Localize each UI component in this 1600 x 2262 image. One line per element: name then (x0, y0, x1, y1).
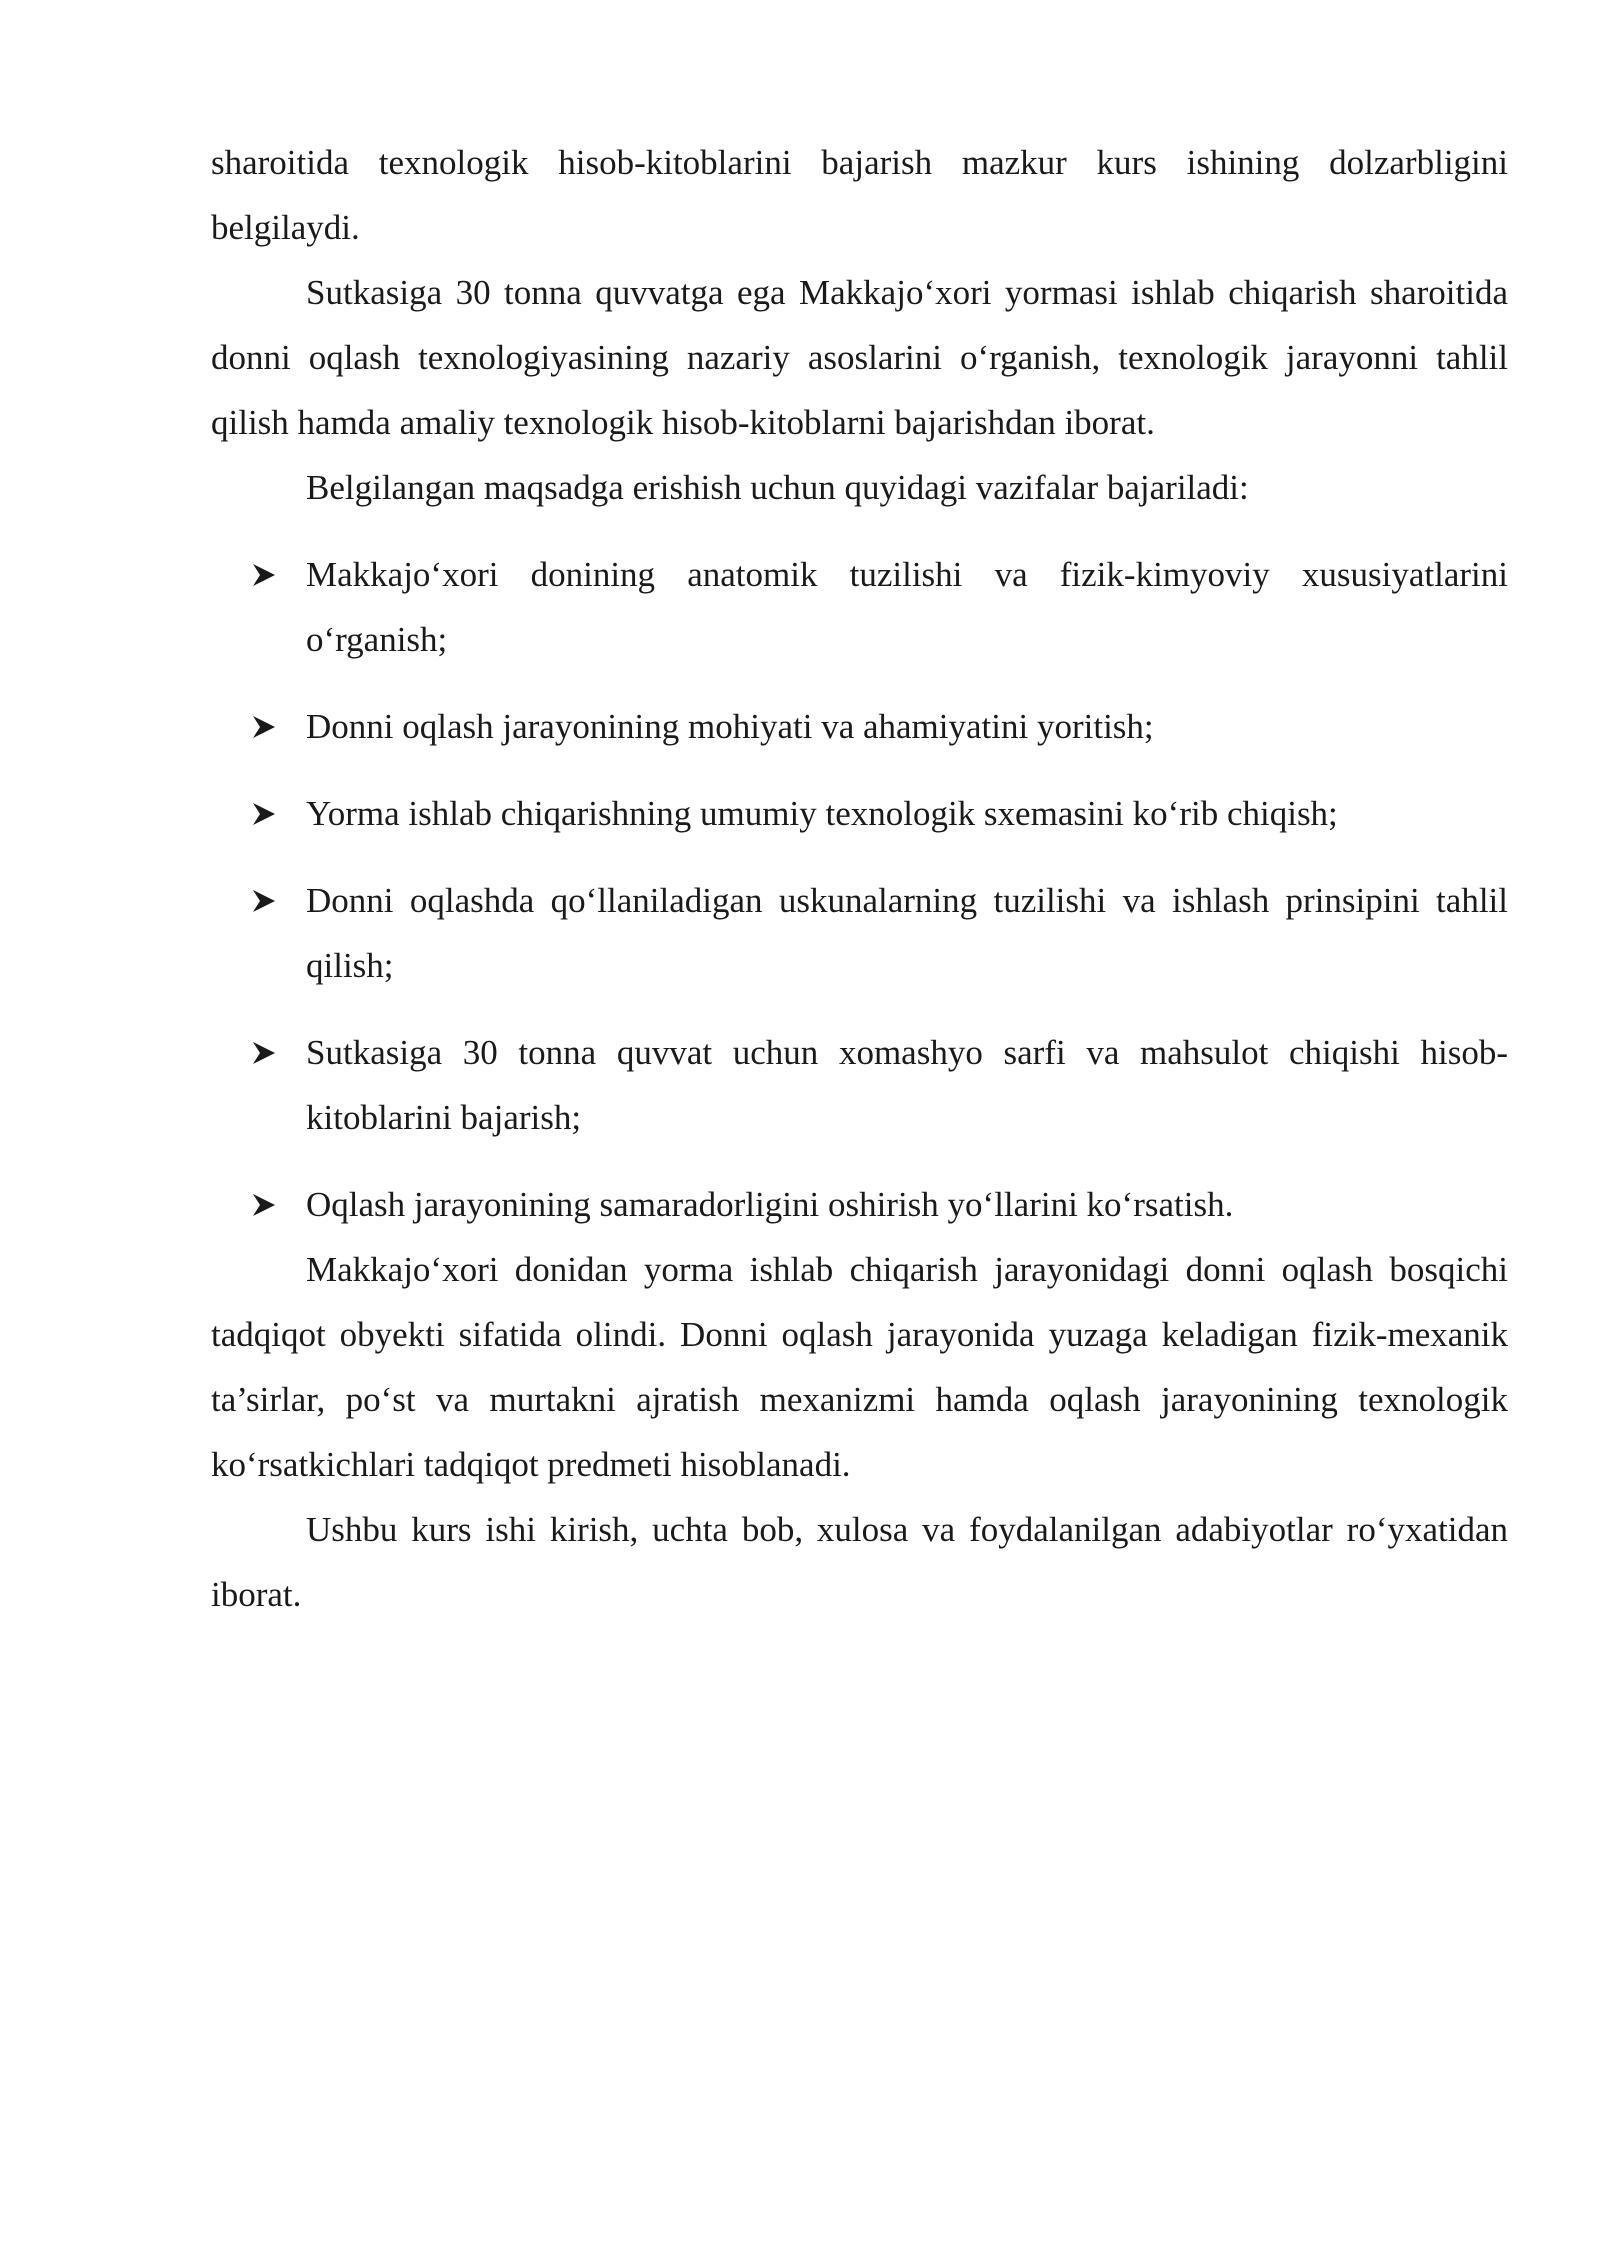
list-item-text: Makkajo‘xori donining anatomik tuzilishi va fizik-kimyoviy xususiyatlarini o‘rganish; (306, 555, 1508, 659)
list-item (211, 868, 1508, 998)
goal-paragraph: Sutkasiga 30 tonna quvvatga ega Makkajo‘xori yormasi ishlab chiqarish sharoitida donni oqlash texnologiyasining nazariy asoslarini o‘rganish, texnologik jarayonni tahlil qilish hamda amaliy texnologik hisob-kitoblarni bajarishdan iborat. (211, 273, 1508, 442)
arrowhead-bullet-icon (251, 781, 281, 846)
list-item-text: Sutkasiga 30 tonna quvvat uchun xomashyo sarfi va mahsulot chiqishi hisob-kitoblarini bajarish; (306, 1033, 1508, 1137)
list-item-text: Yorma ishlab chiqarishning umumiy texnologik sxemasini ko‘rib chiqish; (306, 794, 1338, 833)
list-item-text: Donni oqlash jarayonining mohiyati va ahamiyatini yoritish; (306, 707, 1154, 746)
arrowhead-bullet-icon (251, 868, 281, 933)
tasks-list (211, 542, 1508, 1237)
list-item (211, 1020, 1508, 1150)
list-item-text: Donni oqlashda qo‘llaniladigan uskunalarning tuzilishi va ishlash prinsipini tahlil qilish; (306, 881, 1508, 985)
structure-paragraph: Ushbu kurs ishi kirish, uchta bob, xulosa va foydalanilgan adabiyotlar ro‘yxatidan iborat. (211, 1510, 1508, 1614)
arrowhead-bullet-icon (251, 542, 281, 607)
research-object-paragraph: Makkajo‘xori donidan yorma ishlab chiqarish jarayonidagi donni oqlash bosqichi tadqiqot obyekti sifatida olindi. Donni oqlash jarayonida yuzaga keladigan fizik-mexanik ta’sirlar, po‘st va murtakni ajratish mexanizmi hamda oqlash jarayonining texnologik ko‘rsatkichlari tadqiqot predmeti hisoblanadi. (211, 1250, 1508, 1484)
list-item (211, 542, 1508, 672)
arrowhead-bullet-icon (251, 1020, 281, 1085)
list-item (211, 781, 1508, 846)
arrowhead-bullet-icon (251, 1172, 281, 1237)
intro-paragraph: sharoitida texnologik hisob-kitoblarini bajarish mazkur kurs ishining dolzarbligini belgilaydi. (211, 143, 1508, 247)
document-page (211, 130, 1508, 1627)
list-item (211, 694, 1508, 759)
list-item (211, 1172, 1508, 1237)
arrowhead-bullet-icon (251, 694, 281, 759)
list-item-text: Oqlash jarayonining samaradorligini oshirish yo‘llarini ko‘rsatish. (306, 1185, 1234, 1224)
tasks-intro-paragraph: Belgilangan maqsadga erishish uchun quyidagi vazifalar bajariladi: (306, 468, 1249, 507)
